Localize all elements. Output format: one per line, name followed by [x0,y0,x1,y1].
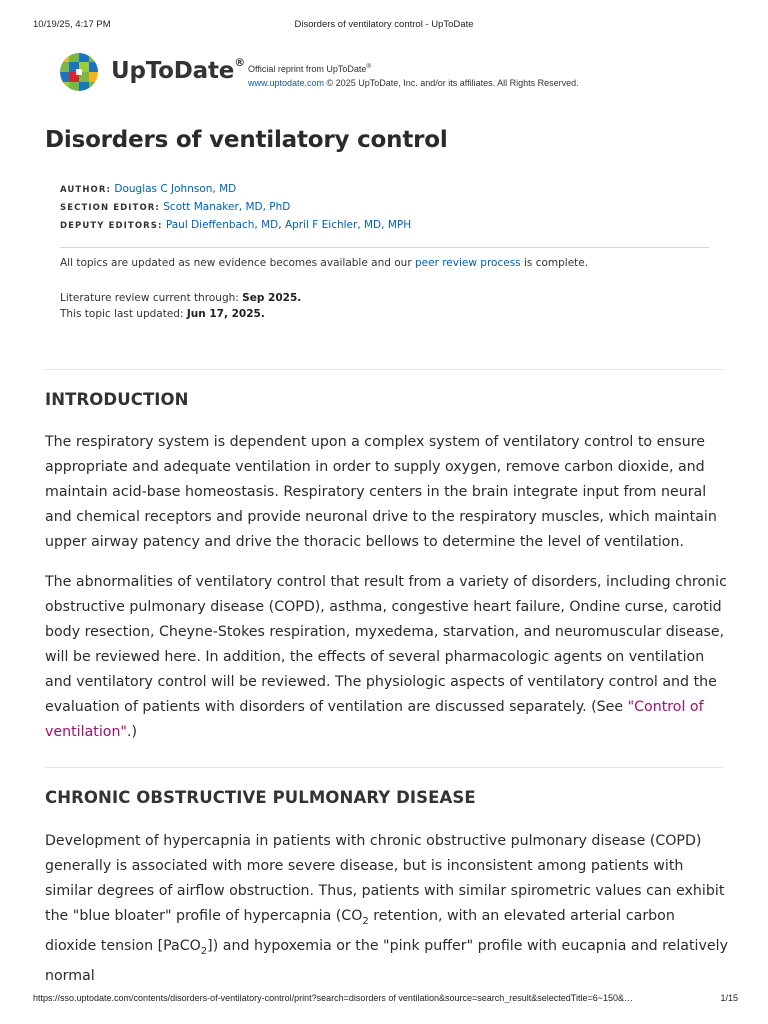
print-datetime: 10/19/25, 4:17 PM [33,19,111,30]
section-heading-copd: CHRONIC OBSTRUCTIVE PULMONARY DISEASE [45,788,476,807]
uptodate-logo-icon [59,52,99,92]
review-dates [60,290,301,322]
section-editor-link[interactable]: Scott Manaker, MD, PhD [163,201,291,213]
deputy-editor-link-1[interactable]: Paul Dieffenbach, MD [165,219,279,231]
last-updated-line: This topic last updated: Jun 17, 2025. [60,308,265,320]
introduction-paragraph-2: The abnormalities of ventilatory control that result from a variety of disorders, including chronic obstructive pulmonary disease (COPD), asthma, congestive heart failure, Ondine curse, carotid body resection, Cheyne-Stokes respiration, myxedema, starvation, and neuromuscular disease, will be reviewed here. In addition, the effects of several pharmacologic agents on ventilation and ventilatory control will be reviewed. The physiologic aspects of ventilatory control and the evaluation of patients with disorders of ventilation are discussed separately. (See "Control of ventilation".) [45,574,727,740]
page-title: Disorders of ventilatory control [45,127,448,153]
peer-review-link[interactable]: peer review process [414,257,521,269]
author-row [60,181,411,199]
divider [45,369,723,370]
literature-review-line: Literature review current through: Sep 2025. [60,292,302,304]
update-note: All topics are updated as new evidence becomes available and our peer review process is complete. [60,257,589,269]
control-of-ventilation-link[interactable]: "Control of ventilation" [45,699,704,740]
introduction-paragraph-1: The respiratory system is dependent upon a complex system of ventilatory control to ensure appropriate and adequate ventilation in order to supply oxygen, remove carbon dioxide, and maintain acid-base homeostasis. Respiratory centers in the brain integrate input from neural and chemical receptors and provide neuronal drive to the respiratory muscles, which maintain upper airway patency and drive the thoracic bellows to determine the level of ventilation. [45,434,717,550]
credits-block [60,181,411,235]
divider [60,247,709,248]
copyright-text: © 2025 UpToDate, Inc. and/or its affiliates. All Rights Reserved. [324,78,579,88]
print-footer [0,993,768,1007]
deputy-editors-role: DEPUTY EDITORS: [60,221,163,231]
author-role: AUTHOR: [60,185,112,195]
print-doc-title: Disorders of ventilatory control - UpToDate [294,19,474,30]
reprint-notice: Official reprint from UpToDate® www.uptodate.com © 2025 UpToDate, Inc. and/or its affiliates. All Rights Reserved. [248,63,579,88]
deputy-editors-row: DEPUTY EDITORS: Paul Dieffenbach, MD, April F Eichler, MD, MPH [60,219,412,231]
brand-name: UpToDate® [111,56,245,84]
print-header [0,19,768,33]
section-heading-introduction: INTRODUCTION [45,390,189,409]
divider [45,767,723,768]
page-number: 1/15 [720,993,738,1003]
print-url: https://sso.uptodate.com/contents/disorders-of-ventilatory-control/print?search=disorders of ventilation&source=search_result&selectedTitle=6~150&… [33,993,633,1003]
author-link[interactable]: Douglas C Johnson, MD [114,183,237,195]
deputy-editor-link-2[interactable]: April F Eichler, MD, MPH [284,219,412,231]
section-editor-row [60,199,411,217]
uptodate-site-link[interactable]: www.uptodate.com [248,78,325,88]
section-editor-role: SECTION EDITOR: [60,203,160,213]
copd-paragraph-1: Development of hypercapnia in patients with chronic obstructive pulmonary disease (COPD) generally is associated with more severe disease, but is inconsistent among patients with similar degrees of airflow obstruction. Thus, patients with similar spirometric values can exhibit the "blue bloater" profile of hypercapnia ($CO_2$ retention, with an elevated arterial carbon dioxide tension [PaCO$_2$]) and hypoxemia or the "pink puffer" profile with eucapnia and relatively normal [45,833,728,984]
